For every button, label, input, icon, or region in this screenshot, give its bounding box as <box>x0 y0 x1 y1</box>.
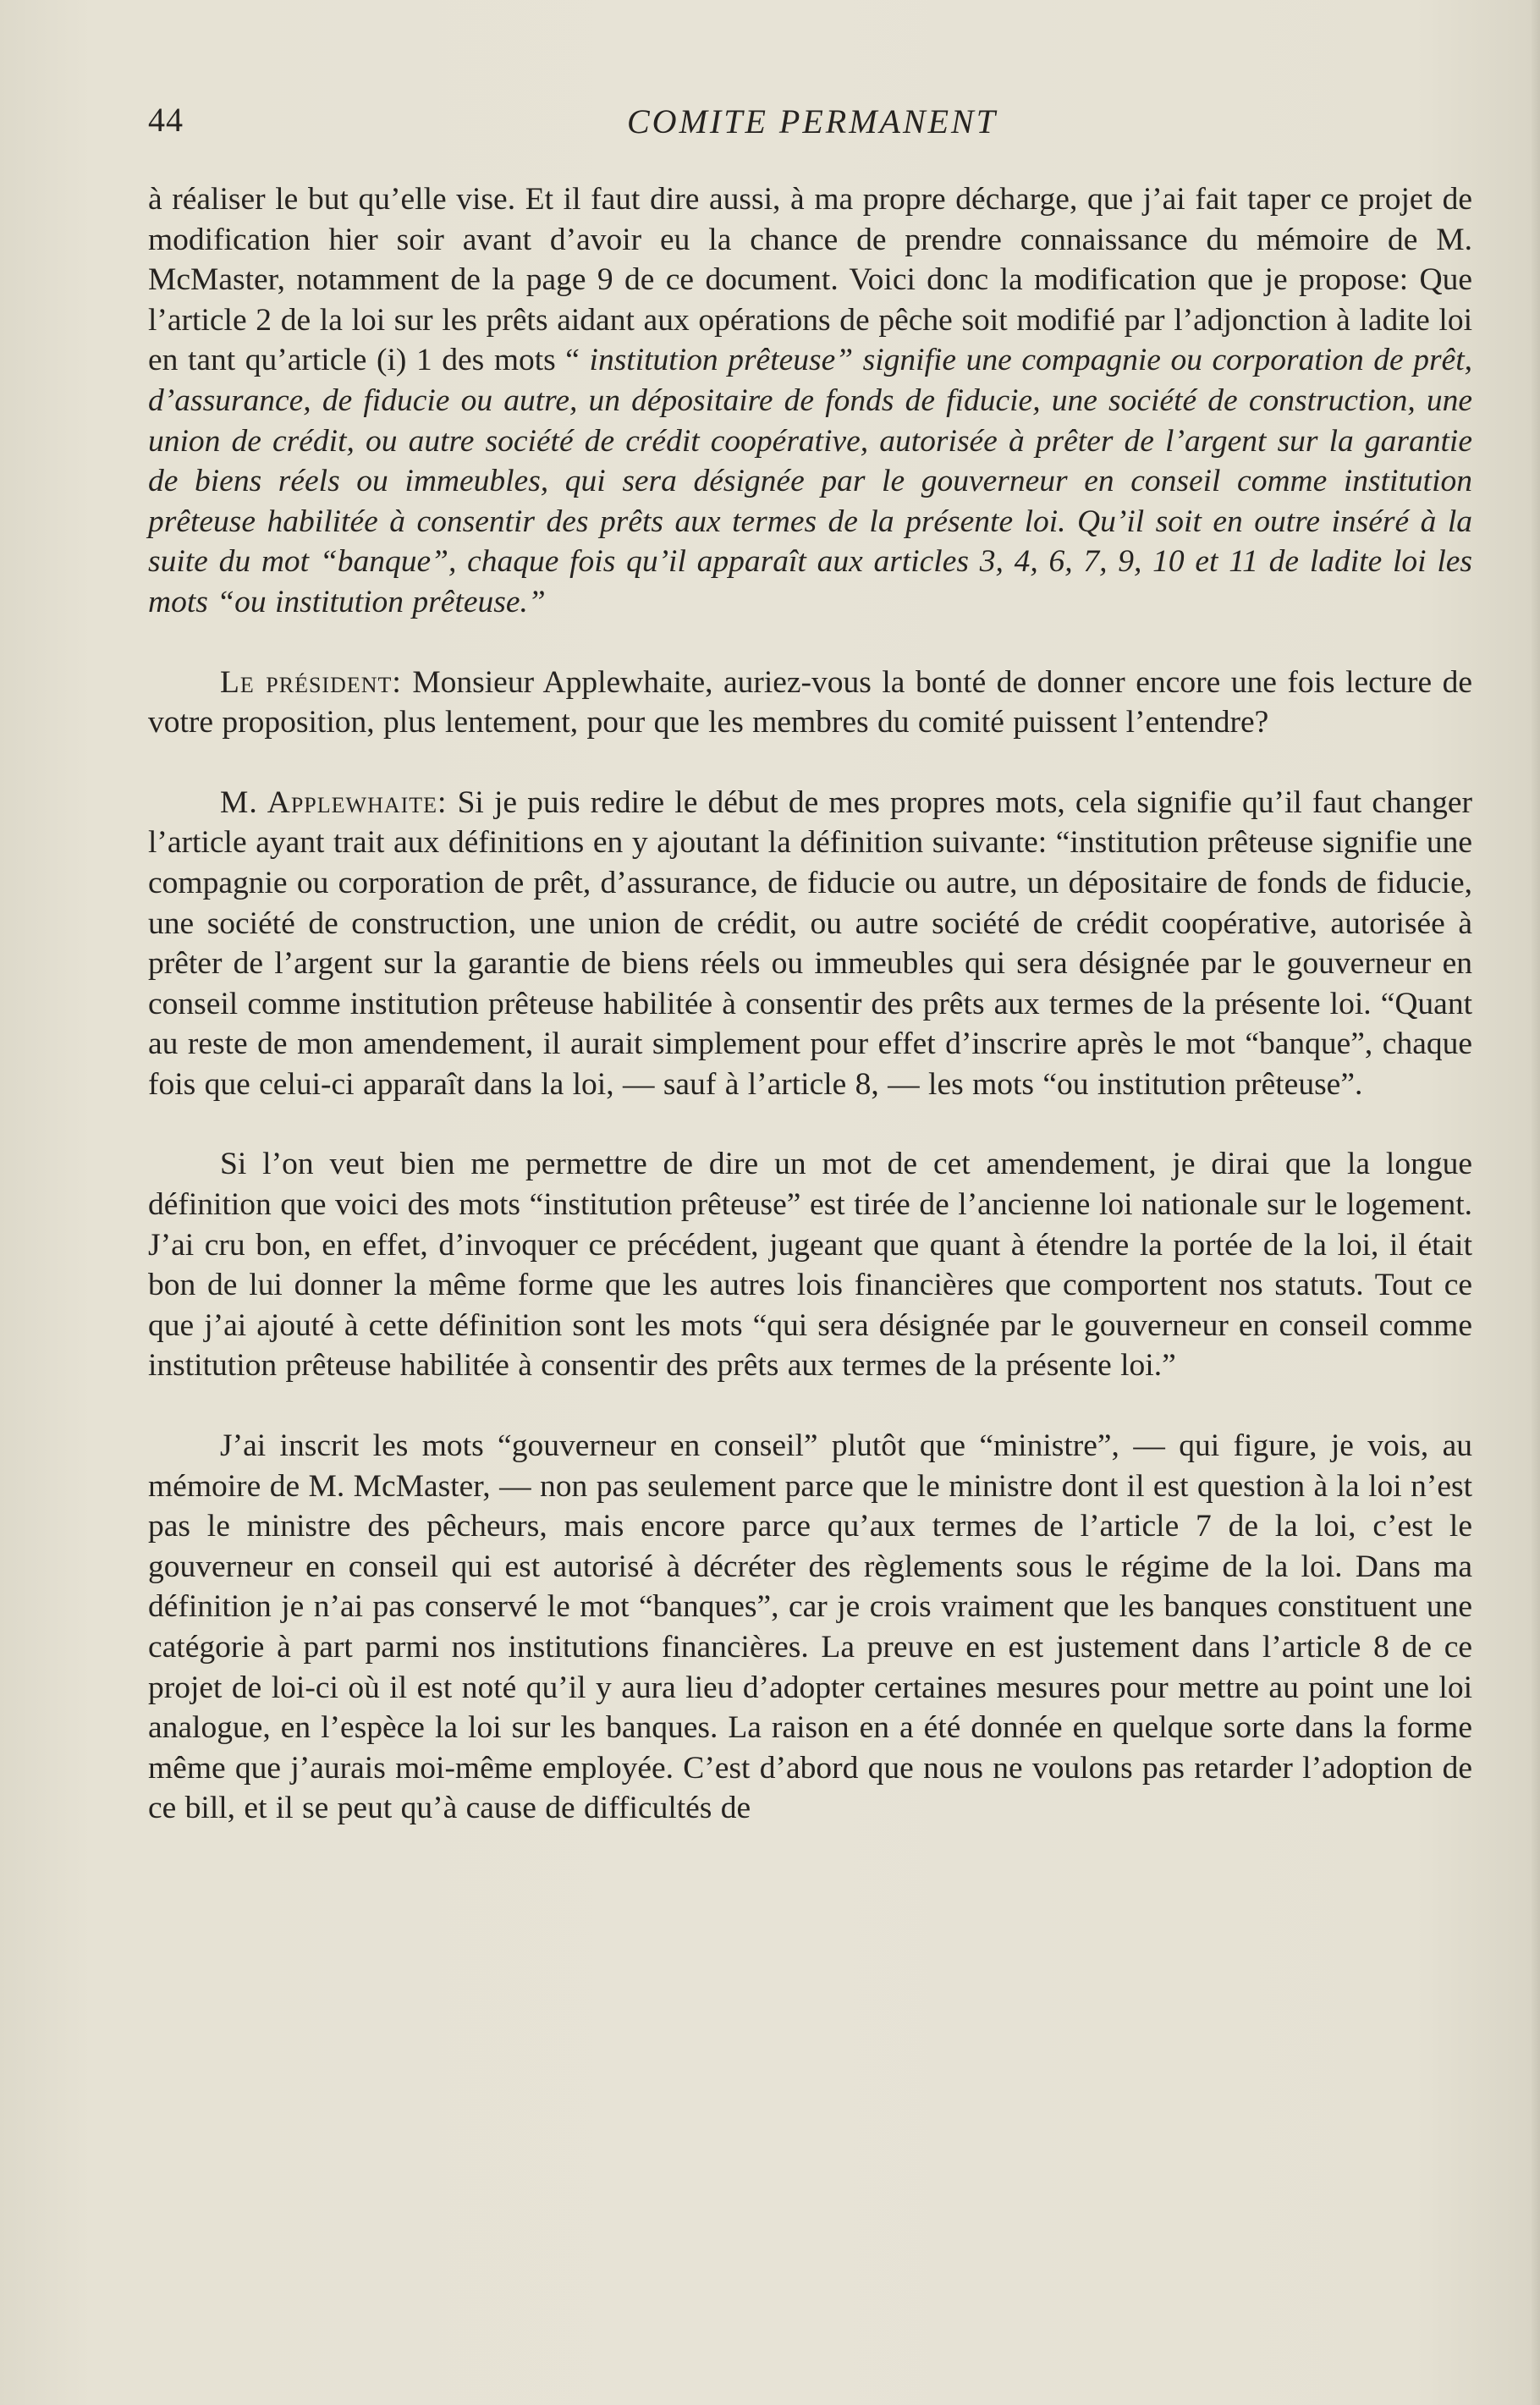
paragraph-4-text: Si l’on veut bien me permettre de dire un mot de cet amendement, je dirai que la longue définition que voici des mots “institution prêteuse” est tirée de l’ancienne loi nationale sur le logement. J’ai cru bon, en effet, d’invoquer ce précédent, jugeant que quant à étendre la portée de la loi, il était bon de lui donner la même forme que les autres lois financières que comportent nos statuts. Tout ce que j’ai ajouté à cette définition sont les mots “qui sera désignée par le gouverneur en conseil comme institution prêteuse habilitée à consentir des prêts aux termes de la présente loi.” <box>148 1147 1472 1384</box>
paragraph-1-italic-amendment: institution prêteuse” signifie une compagnie ou corporation de prêt, d’assurance, de fiducie ou autre, un dépositaire de fonds de fiducie, une société de construction, une union de crédit, ou autre société de crédit coopérative, autorisée à prêter de l’argent sur la garantie de biens réels ou immeubles, qui sera désignée par le gouverneur en conseil comme institution prêteuse habilitée à consentir des prêts aux termes de la présente loi. Qu’il soit en outre inséré à la suite du mot “banque”, chaque fois qu’il apparaît aux articles 3, 4, 6, 7, 9, 10 et 11 de ladite loi les mots “ou institution prêteuse.” <box>148 343 1472 619</box>
body-text <box>148 179 1472 1829</box>
paragraph-2 <box>148 663 1472 743</box>
paragraph-5-text: J’ai inscrit les mots “gouverneur en conseil” plutôt que “ministre”, — qui figure, je vois, au mémoire de M. McMaster, — non pas seulement parce que le ministre dont il est question à la loi n’est pas le ministre des pêcheurs, mais encore parce qu’aux termes de l’article 7 de la loi, c’est le gouverneur en conseil qui est autorisé à décréter des règlements sous le régime de la loi. Dans ma définition je n’ai pas conservé le mot “banques”, car je crois vraiment que les banques constituent une catégorie à part parmi nos institutions financières. La preuve en est justement dans l’article 8 de ce projet de loi-ci où il est noté qu’il y aura lieu d’adopter certaines mesures pour mettre au point une loi analogue, en l’espèce la loi sur les banques. La raison en a été donnée en quelque sorte dans la forme même que j’aurais moi-même employée. C’est d’abord que nous ne voulons pas retarder l’adoption de ce bill, et il se peut qu’à cause de difficultés de <box>148 1428 1472 1826</box>
page-number: 44 <box>148 101 184 139</box>
paragraph-3 <box>148 783 1472 1105</box>
paragraph-1 <box>148 179 1472 623</box>
paragraph-3-text: Si je puis redire le début de mes propres mots, cela signifie qu’il faut changer l’article ayant trait aux définitions en y ajoutant la définition suivante: “institution prêteuse signifie une compagnie ou corporation de prêt, d’assurance, de fiducie ou autre, un dépositaire de fonds de fiducie, une société de construction, une union de crédit, ou autre société de crédit coopérative, autorisée à prêter de l’argent sur la garantie de biens réels ou immeubles qui sera désignée par le gouverneur en conseil comme institution prêteuse habilitée à consentir des prêts aux termes de la présente loi. “Quant au reste de mon amendement, il aurait simplement pour effet d’inscrire après le mot “banque”, chaque fois que celui-ci apparaît dans la loi, — sauf à l’article 8, — les mots “ou institution prêteuse”. <box>148 784 1472 1102</box>
paragraph-gap <box>148 743 1472 783</box>
paragraph-2-text: Monsieur Applewhaite, auriez-vous la bonté de donner encore une fois lecture de votre proposition, plus lentement, pour que les membres du comité puissent l’entendre? <box>148 664 1472 740</box>
page-edge-shadow <box>1532 0 1540 2405</box>
paragraph-gap <box>148 1386 1472 1426</box>
paragraph-5 <box>148 1426 1472 1829</box>
speaker-president: Le président: <box>220 664 402 700</box>
paragraph-4 <box>148 1144 1472 1386</box>
paragraph-gap <box>148 623 1472 663</box>
speaker-applewhaite: M. Applewhaite: <box>220 784 448 820</box>
paragraph-1-text: à réaliser le but qu’elle vise. Et il faut dire aussi, à ma propre décharge, que j’ai fait taper ce projet de modification hier soir avant d’avoir eu la chance de prendre connaissance du mémoire de M. McMaster, notamment de la page 9 de ce document. Voici donc la modification que je propose: Que l’article 2 de la loi sur les prêts aidant aux opérations de pêche soit modifié par l’adjonction à ladite loi en tant qu’article (i) 1 des mots “ <box>148 182 1472 378</box>
paragraph-gap <box>148 1104 1472 1144</box>
page-header <box>148 100 1477 151</box>
running-head: COMITE PERMANENT <box>627 102 998 140</box>
